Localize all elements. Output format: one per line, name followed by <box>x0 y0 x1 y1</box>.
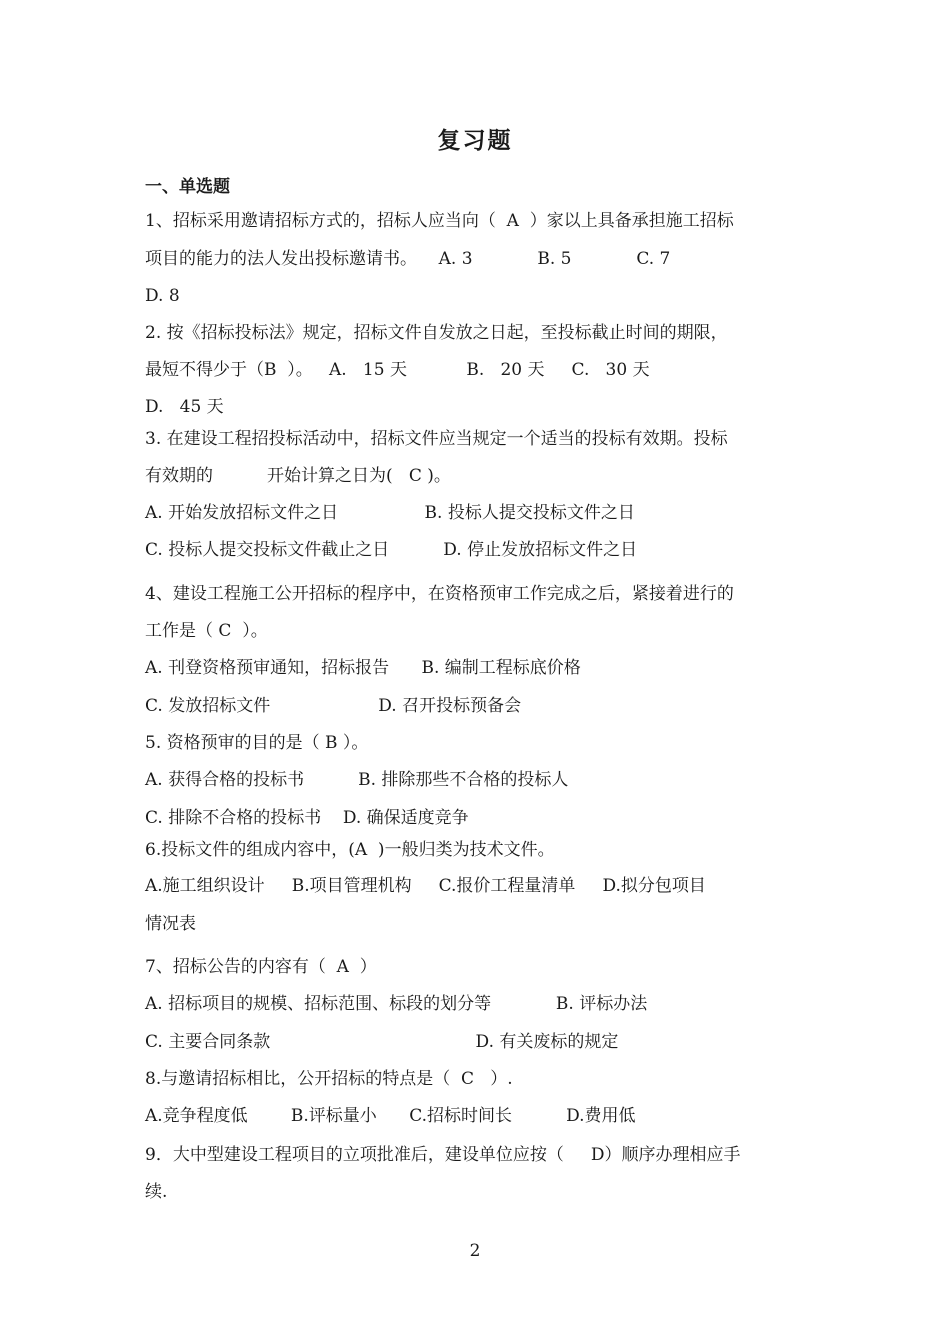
question-option-row: A. 刊登资格预审通知，招标报告 B. 编制工程标底价格 <box>145 658 581 678</box>
question-line: 6.投标文件的组成内容中，(A )一般归类为技术文件。 <box>145 840 555 860</box>
question-line: 8.与邀请招标相比，公开招标的特点是（ C ）. <box>145 1069 513 1089</box>
question-option-row: C. 主要合同条款 D. 有关废标的规定 <box>145 1032 619 1052</box>
question-line: 最短不得少于（B ）。 A. 15 天 B. 20 天 C. 30 天 <box>145 360 650 380</box>
question-option-row: A. 开始发放招标文件之日 B. 投标人提交投标文件之日 <box>145 503 635 523</box>
question-line: 7、招标公告的内容有（ A ） <box>145 957 377 977</box>
question-line: 2. 按《招标投标法》规定，招标文件自发放之日起，至投标截止时间的期限， <box>145 323 728 343</box>
question-option-row: C. 投标人提交投标文件截止之日 D. 停止发放招标文件之日 <box>145 540 638 560</box>
page-number: 2 <box>469 1241 481 1261</box>
question-line: 续. <box>145 1182 168 1202</box>
question-line: D. 8 <box>145 286 180 306</box>
question-line: 3. 在建设工程招投标活动中，招标文件应当规定一个适当的投标有效期。投标 <box>145 429 728 449</box>
question-line: 情况表 <box>145 914 196 934</box>
question-option-row: C. 发放招标文件 D. 召开投标预备会 <box>145 696 522 716</box>
question-line: 4、建设工程施工公开招标的程序中，在资格预审工作完成之后，紧接着进行的 <box>145 584 734 604</box>
question-option-row: A. 获得合格的投标书 B. 排除那些不合格的投标人 <box>145 770 569 790</box>
question-line: 5. 资格预审的目的是（ B ）。 <box>145 733 369 753</box>
page-title: 复习题 <box>437 127 513 154</box>
question-line: D. 45 天 <box>145 397 224 417</box>
question-option-row: A.竞争程度低 B.评标量小 C.招标时间长 D.费用低 <box>145 1106 636 1126</box>
question-line: 项目的能力的法人发出投标邀请书。 A. 3 B. 5 C. 7 <box>145 249 671 269</box>
question-line: 有效期的 开始计算之日为( C )。 <box>145 466 451 486</box>
section-heading: 一、单选题 <box>145 177 230 197</box>
question-option-row: A.施工组织设计 B.项目管理机构 C.报价工程量清单 D.拟分包项目 <box>145 876 706 896</box>
question-line: 工作是（ C ）。 <box>145 621 268 641</box>
question-option-row: C. 排除不合格的投标书 D. 确保适度竞争 <box>145 808 469 828</box>
question-line: 1、招标采用邀请招标方式的，招标人应当向（ A ）家以上具备承担施工招标 <box>145 211 734 231</box>
question-line: 9．大中型建设工程项目的立项批准后，建设单位应按（ D）顺序办理相应手 <box>145 1145 741 1165</box>
question-option-row: A. 招标项目的规模、招标范围、标段的划分等 B. 评标办法 <box>145 994 648 1014</box>
